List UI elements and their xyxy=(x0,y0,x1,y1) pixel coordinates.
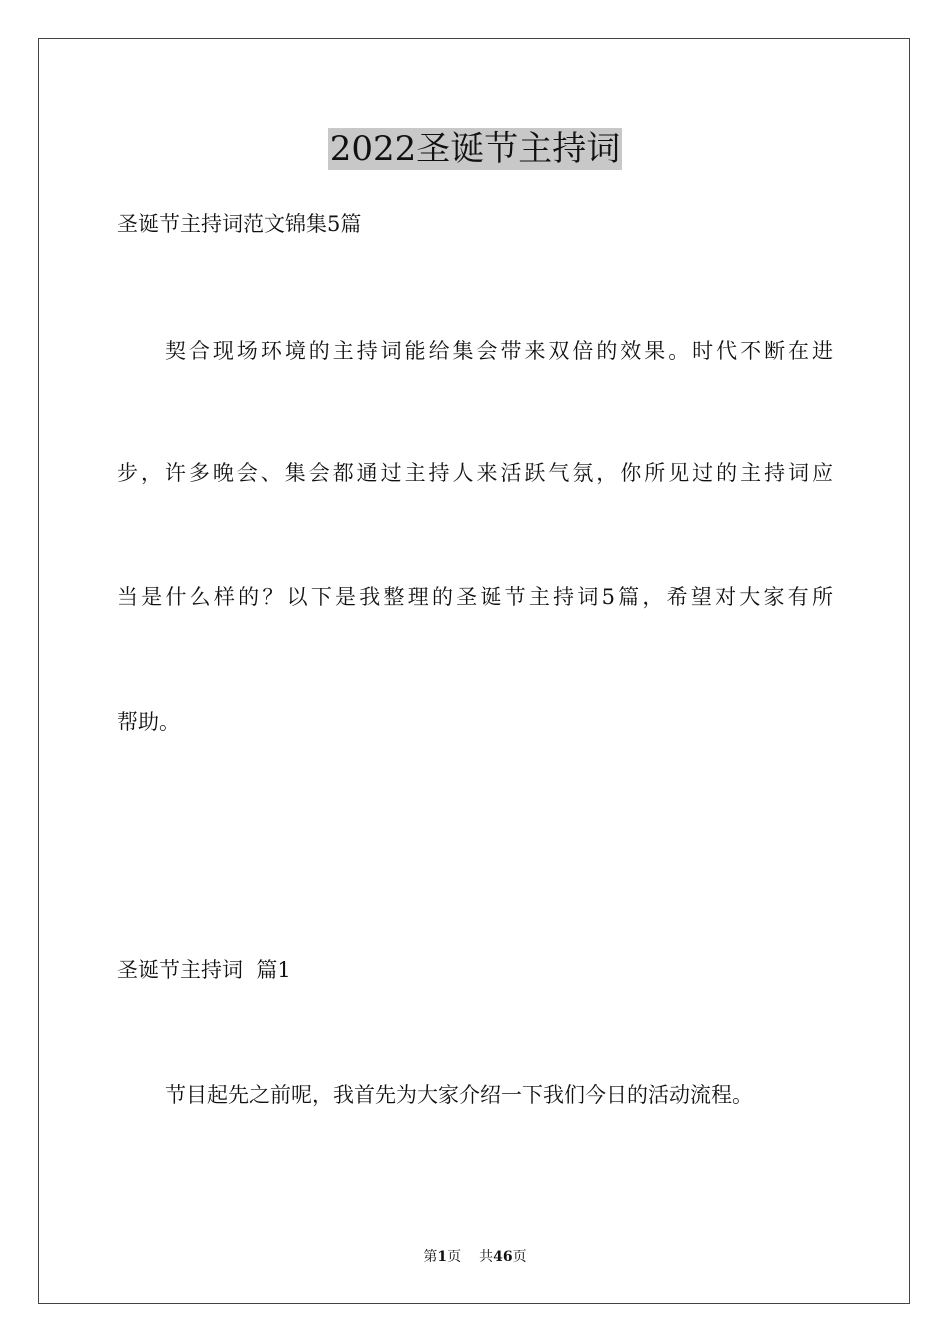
title-container xyxy=(0,128,950,170)
document-title: 2022圣诞节主持词 xyxy=(329,129,621,169)
footer-page-suffix: 页 xyxy=(447,1249,462,1265)
footer-page-number: 1 xyxy=(437,1249,448,1265)
section-paragraph-line: 节目起先之前呢，我首先为大家介绍一下我们今日的活动流程。 xyxy=(165,1083,753,1107)
footer-total-prefix: 共 xyxy=(479,1249,494,1265)
intro-line-4: 帮助。 xyxy=(117,710,180,734)
footer-total-pages: 46 xyxy=(493,1249,513,1265)
footer-total-suffix: 页 xyxy=(512,1249,527,1265)
section-heading: 圣诞节主持词 篇1 xyxy=(117,958,291,982)
page-footer xyxy=(0,1247,950,1267)
footer-page-prefix: 第 xyxy=(423,1249,438,1265)
document-subtitle: 圣诞节主持词范文锦集5篇 xyxy=(117,212,362,236)
intro-line-3: 当是什么样的？以下是我整理的圣诞节主持词5篇，希望对大家有所 xyxy=(117,585,833,609)
intro-line-1: 契合现场环境的主持词能给集会带来双倍的效果。时代不断在进 xyxy=(165,339,833,363)
intro-line-2: 步，许多晚会、集会都通过主持人来活跃气氛，你所见过的主持词应 xyxy=(117,461,833,485)
